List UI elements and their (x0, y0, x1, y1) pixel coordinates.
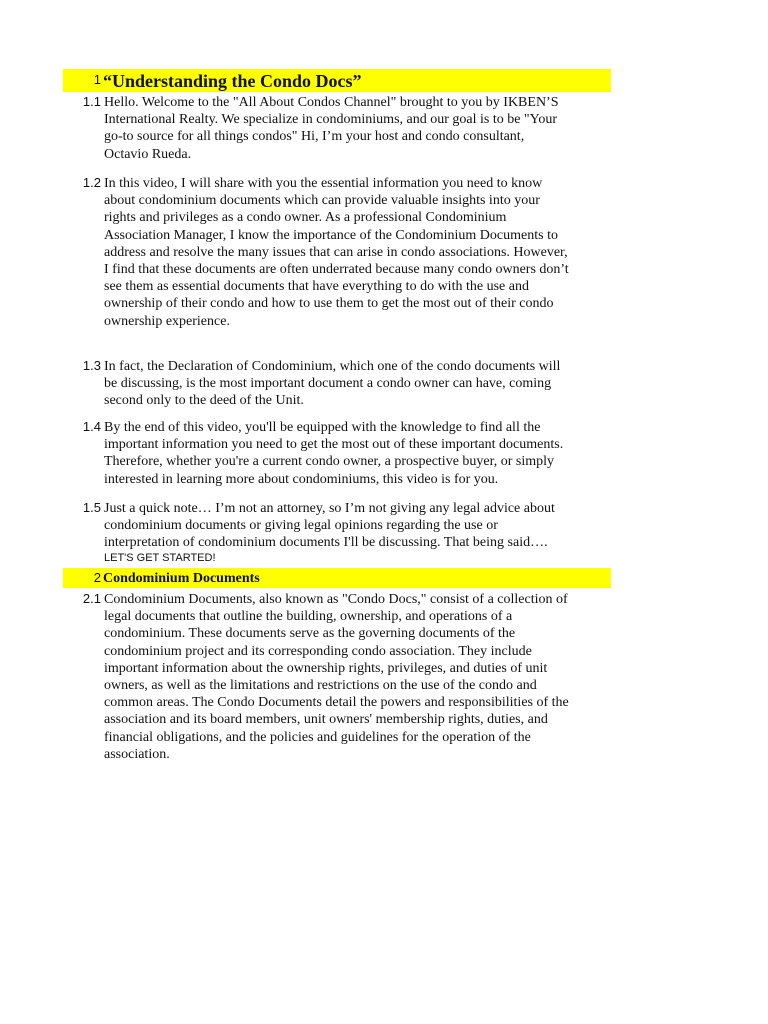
paragraph-text: In this video, I will share with you the essential information you need to know about condominium documents which can provide valuable insights into your rights and privileges as a condo owner. As a professional Condominium Association Manager, I know the importance of the Condominium Documents to address and resolve the many issues that can arise in condo associations. However, I find that these documents are often underrated because many condo owners don’t see them as essential documents that have everything to do with the use and ownership of their condo and how to use them to get the most out of their condo ownership experience. (104, 176, 569, 329)
paragraph-number: 1.3 (82, 358, 101, 373)
paragraph-text: Just a quick note… I’m not an attorney, so I’m not giving any legal advice about condominium documents or giving legal opinions regarding the use or interpretation of condominium documents I'll be discussing. That being said…. (104, 501, 555, 551)
section-1-number: 1 (93, 72, 101, 87)
paragraph-number: 1.4 (82, 419, 101, 434)
section-2-title: Condominium Documents (103, 571, 260, 586)
paragraph-number: 1.1 (82, 94, 101, 109)
section-1-title: “Understanding the Condo Docs” (103, 71, 362, 91)
paragraph-number: 1.2 (82, 175, 101, 190)
paragraph-number: 2.1 (82, 591, 101, 606)
paragraph-number: 1.5 (82, 500, 101, 515)
lets-get-started-note: LET'S GET STARTED! (104, 552, 216, 564)
paragraph-text: Condominium Documents, also known as "Condo Docs," consist of a collection of legal documents that outline the building, ownership, and operations of a condominium. These documents serve as the governing documents of the condominium project and its corresponding condo association. They include important information about the ownership rights, privileges, and duties of unit owners, as well as the limitations and restrictions on the use of the condo and common areas. The Condo Documents detail the powers and responsibilities of the association and its board members, unit owners' membership rights, duties, and financial obligations, and the policies and guidelines for the operation of the association. (104, 592, 569, 762)
paragraph-text: By the end of this video, you'll be equipped with the knowledge to find all the important information you need to get the most out of these important documents. Therefore, whether you're a current condo owner, a prospective buyer, or simply interested in learning more about condominiums, this video is for you. (104, 420, 564, 487)
paragraph-text: In fact, the Declaration of Condominium, which one of the condo documents will be discussing, is the most important document a condo owner can have, coming second only to the deed of the Unit. (104, 359, 561, 409)
paragraph-text: Hello. Welcome to the "All About Condos Channel" brought to you by IKBEN’S International Realty. We specialize in condominiums, and our goal is to be "Your go-to source for all things condos" Hi, I’m your host and condo consultant, Octavio Rueda. (104, 95, 559, 162)
section-2-number: 2 (93, 570, 101, 585)
